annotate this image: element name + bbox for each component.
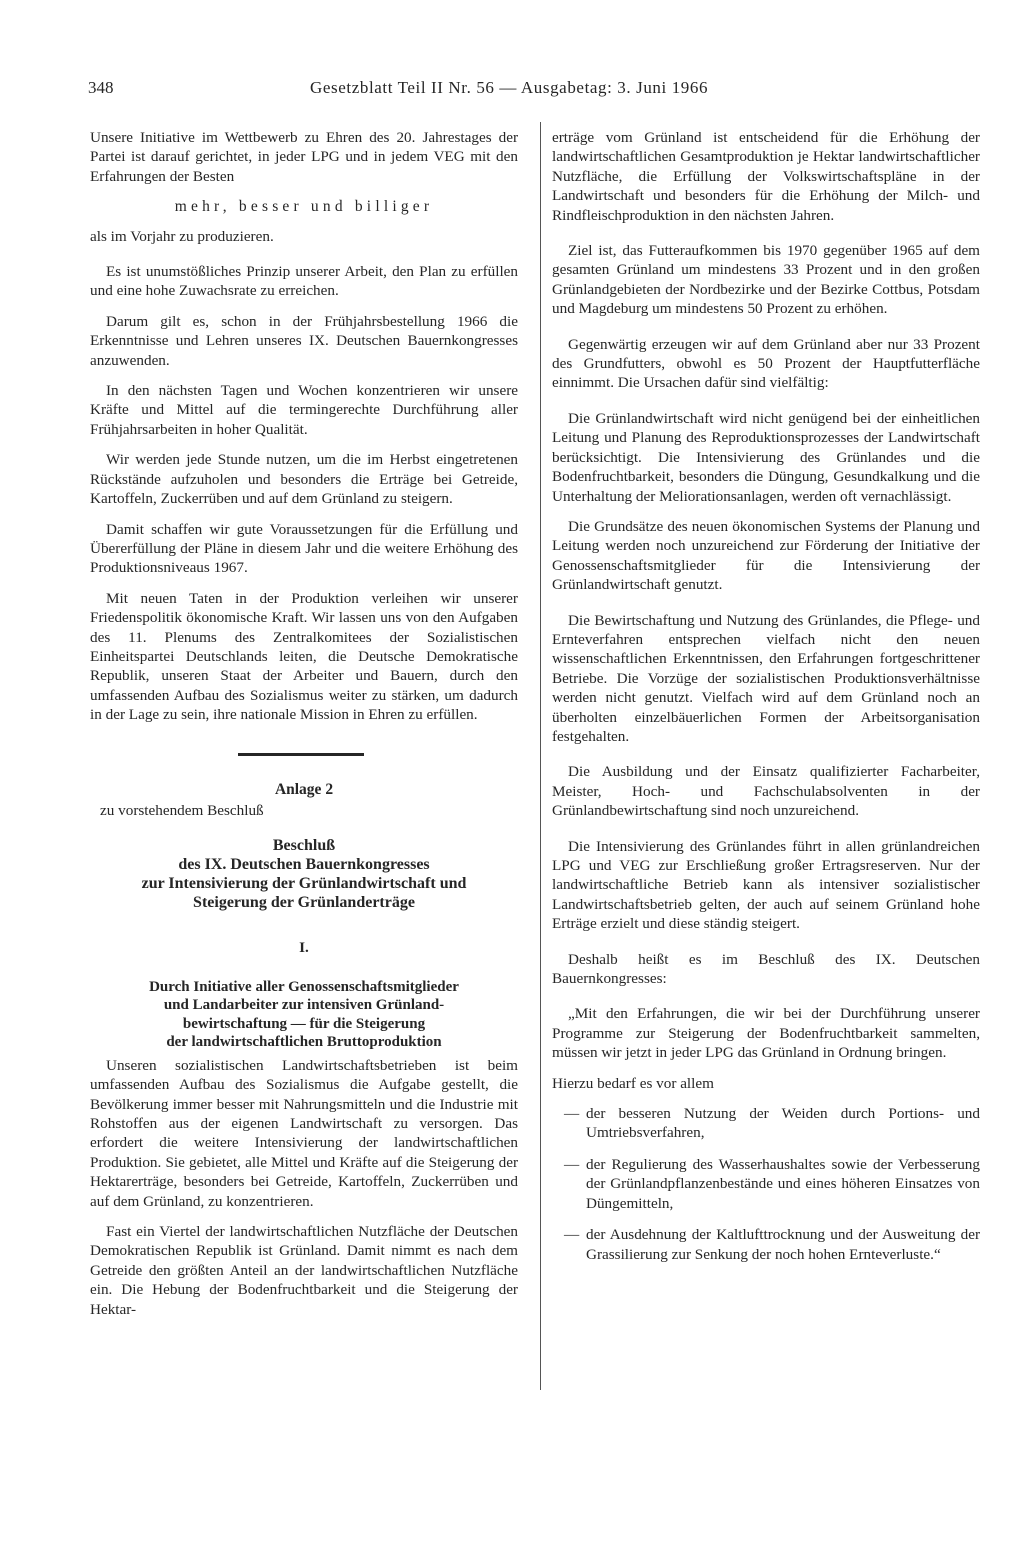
paragraph: als im Vorjahr zu produzieren. [90,227,274,245]
page-number: 348 [88,78,114,97]
running-header: Gesetzblatt Teil II Nr. 56 — Ausgabetag: 3. Juni 1966 [310,78,709,97]
paragraph: Ziel ist, das Futteraufkommen bis 1970 gegenüber 1965 auf dem gesamten Grünland um mindestens 33 Prozent und in den großen Grünlandgebieten der Nordbezirke und der Bezirke Cottbus, Potsdam und Magdeburg um mindestens 50 Prozent zu erhöhen. [552,242,980,318]
paragraph: erträge vom Grünland ist entscheidend für die Erhöhung der landwirtschaftlichen Gesamtproduktion je Hektar landwirtschaftlicher Nutzfläche, die Erfüllung der Volkswirtschaftspläne in der Landwirtschaft und besonders für die Erhöhung der Milch- und Rindfleischproduktion in den nächsten Jahren. [552,129,980,224]
paragraph: Unseren sozialistischen Landwirtschaftsbetrieben ist beim umfassenden Aufbau des Sozialismus die Aufgabe gestellt, die Bevölkerung immer besser mit Nahrungsmitteln und die Industrie mit Rohstoffen aus der eigenen Landwirtschaft zu versorgen. Das erfordert die weitere Intensivierung der landwirtschaftlichen Produktion. Sie gebietet, alle Mittel und Kräfte auf die Steigerung der Hektarerträge, besonders bei Getreide, Kartoffeln, Zuckerrüben und auf dem Grünland, zu konzentrieren. [90,1056,518,1210]
section-title-line: bewirtschaftung — für die Steigerung [182,1015,426,1032]
annex-subtitle: zu vorstehendem Beschluß [100,801,264,819]
section-title-line: der landwirtschaftlichen Bruttoproduktion [166,1034,442,1051]
paragraph: Die Bewirtschaftung und Nutzung des Grünlandes, die Pflege- und Ernteverfahren entsprechen vielfach nicht den neuen wissenschaftlichen Erkenntnissen, den Erfahrungen fortgeschrittener Betriebe. Die Vorzüge der sozialistischen Produktionsverhältnisse werden nicht genutzt. Vielfach wird auf dem Grünland noch an überholten einzelbäuerlichen Formen der Arbeitsorganisation festgehalten. [552,611,980,745]
paragraph: Unsere Initiative im Wettbewerb zu Ehren des 20. Jahrestages der Partei ist darauf gerichtet, in jeder LPG und in jedem VEG mit den Erfahrungen der Besten [90,129,518,185]
paragraph: In den nächsten Tagen und Wochen konzentrieren wir unsere Kräfte und Mittel auf die termingerechte Durchführung aller Frühjahrsarbeiten in hoher Qualität. [90,382,518,438]
list-item-text: der Regulierung des Wasserhaushaltes sowie der Verbesserung der Grünlandpflanzenbestände und eines höheren Einsatzes von Düngemitteln, [586,1155,980,1212]
dash-bullet: — [564,1105,580,1123]
paragraph: Es ist unumstößliches Prinzip unserer Arbeit, den Plan zu erfüllen und eine hohe Zuwachsrate zu erreichen. [90,263,518,300]
paragraph: Die Intensivierung des Grünlandes führt in allen grünlandreichen LPG und VEG zur Erschließung großer Ertragsreserven. Nur der landwirtschaftliche Betrieb kann als intensiver sozialistischer Landwirtschaftsbetrieb gelten, der auch auf seinem Grünland hohe Erträge erzielt und diese ständig steigert. [552,837,980,933]
paragraph: Die Grünlandwirtschaft wird nicht genügend bei der einheitlichen Leitung und Planung des Reproduktionsprozesses der Landwirtschaft berücksichtigt. Die Intensivierung des Grünlandes und die Bodenfruchtbarkeit, besonders die Düngung, Gesundkalkung und die Unterhaltung der Meliorationsanlagen, werden oft vernachlässigt. [552,409,980,505]
dash-bullet: — [564,1155,580,1173]
list-lead: Hierzu bedarf es vor allem [552,1074,714,1092]
list-item-text: der Ausdehnung der Kaltlufttrocknung und der Ausweitung der Grassilierung zur Senkung der noch hohen Ernteverluste.“ [586,1226,980,1263]
column-divider [540,122,541,1390]
list-item-text: der besseren Nutzung der Weiden durch Portions- und Umtriebsverfahren, [586,1105,980,1142]
paragraph: Mit neuen Taten in der Produktion verleihen wir unserer Friedenspolitik ökonomische Kraft. Wir lassen uns von den Aufgaben des 11. Plenums des Zentralkomitees der Sozialistischen Einheitspartei Deutschlands leiten, die Deutsche Demokratische Republik, unseren Staat der Arbeiter und Bauern, durch den umfassenden Aufbau des Sozialismus weiter zu stärken, um dadurch in der Lage zu sein, ihre nationale Mission in Ehren zu erfüllen. [90,589,518,724]
resolution-title [90,836,518,912]
section-number: I. [299,939,309,957]
paragraph: Wir werden jede Stunde nutzen, um die im Herbst eingetretenen Rückstände aufzuholen und besonders die Erträge bei Getreide, Kartoffeln, Zuckerrüben und auf dem Grünland zu steigern. [90,451,518,508]
section-title-line: und Landarbeiter zur intensiven Grünland- [163,997,445,1014]
paragraph: Deshalb heißt es im Beschluß des IX. Deutschen Bauernkongresses: [552,950,980,988]
left-column [90,128,518,1330]
paragraph: Fast ein Viertel der landwirtschaftlichen Nutzfläche der Deutschen Demokratischen Republik ist Grünland. Damit nimmt es nach dem Getreide den größten Anteil an der landwirtschaftlichen Nutzfläche ein. Die Hebung der Bodenfruchtbarkeit und die Steigerung der Hektar- [90,1223,518,1318]
resolution-title-line: zur Intensivierung der Grünlandwirtschaft und [141,875,467,893]
paragraph: Die Grundsätze des neuen ökonomischen Systems der Planung und Leitung werden noch unzureichend zur Förderung der Initiative der Genossenschaftsmitglieder für die Intensivierung der Grünlandwirtschaft genutzt. [552,517,980,594]
paragraph: Die Ausbildung und der Einsatz qualifizierter Facharbeiter, Meister, Hoch- und Fachschulabsolventen in der Grünlandbewirtschaftung sind noch unzureichend. [552,763,980,820]
resolution-title-line: Beschluß [272,837,336,855]
resolution-title-line: des IX. Deutschen Bauernkongresses [178,856,430,874]
slogan: mehr, besser und billiger [174,198,434,216]
list-item [564,1155,980,1213]
section-title-line: Durch Initiative aller Genossenschaftsmitglieder [149,978,459,995]
dash-bullet: — [564,1226,580,1244]
list-item [564,1225,980,1264]
annex-title: Anlage 2 [274,780,334,798]
resolution-title-line: Steigerung der Grünlanderträge [193,894,415,912]
paragraph: Darum gilt es, schon in der Frühjahrsbestellung 1966 die Erkenntnisse und Lehren unseres IX. Deutschen Bauernkongresses anzuwenden. [90,312,518,369]
paragraph: Damit schaffen wir gute Voraussetzungen für die Erfüllung und Übererfüllung der Pläne in diesem Jahr und die weitere Erhöhung des Produktionsniveaus 1967. [90,520,518,577]
section-rule [238,753,364,756]
quote-paragraph: „Mit den Erfahrungen, die wir bei der Durchführung unserer Programme zur Steigerung der Bodenfruchtbarkeit sammelten, müssen wir jetzt in jeder LPG das Grünland in Ordnung bringen. [552,1005,980,1062]
paragraph: Gegenwärtig erzeugen wir auf dem Grünland aber nur 33 Prozent des Grundfutters, obwohl es 50 Prozent der Hauptfutterfläche einnimmt. Die Ursachen dafür sind vielfältig: [552,335,980,392]
right-column [552,128,980,1276]
section-title [90,978,518,1052]
list-item [564,1104,980,1143]
